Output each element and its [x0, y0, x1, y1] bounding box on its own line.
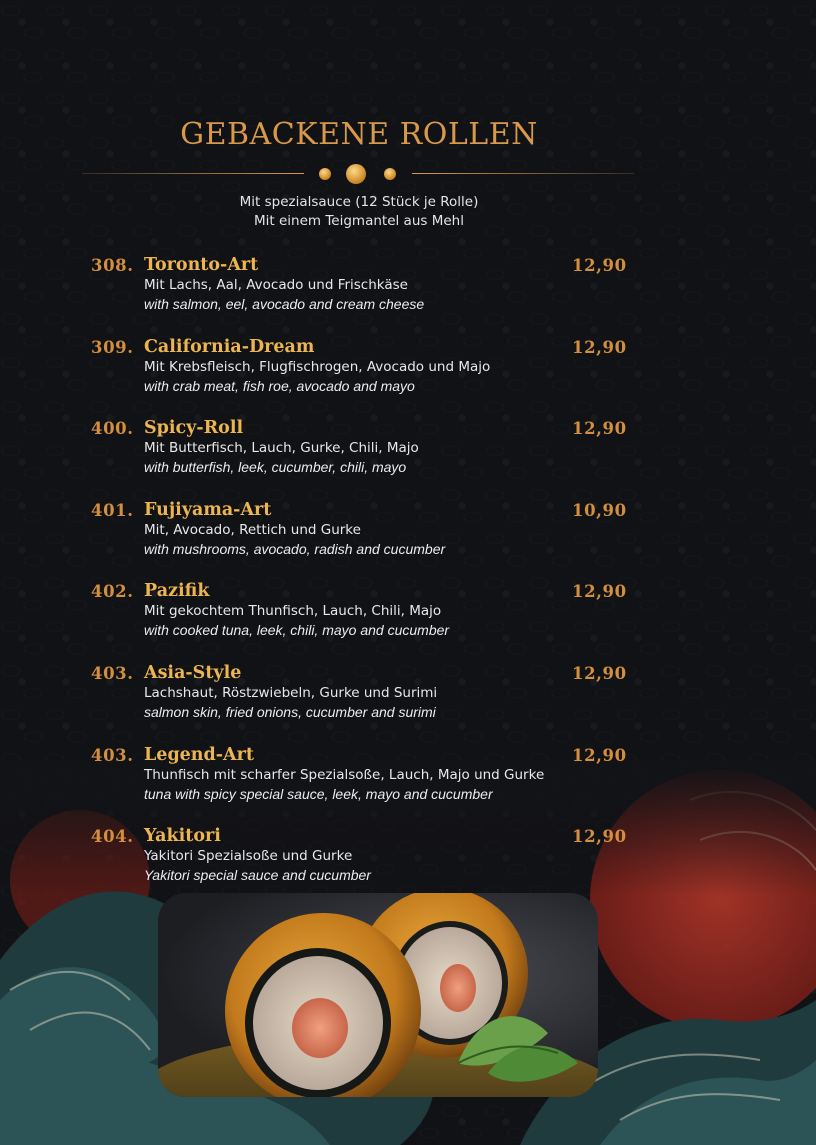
item-name: Legend-Art: [144, 745, 254, 765]
divider-dot-icon: [384, 168, 396, 180]
item-description-de: Thunfisch mit scharfer Spezialsoße, Lauch, Majo und Gurke: [144, 767, 545, 783]
item-description-de: Mit Krebsfleisch, Flugfischrogen, Avocado und Majo: [144, 359, 491, 375]
item-number: 308.: [91, 256, 134, 275]
item-price: 12,90: [572, 419, 627, 438]
item-description-de: Mit gekochtem Thunfisch, Lauch, Chili, Majo: [144, 603, 442, 619]
item-number: 403.: [91, 664, 134, 683]
item-price: 12,90: [572, 338, 627, 357]
item-description-de: Mit Lachs, Aal, Avocado und Frischkäse: [144, 277, 408, 293]
menu-item: [0, 582, 816, 662]
item-description-en: with mushrooms, avocado, radish and cucumber: [144, 541, 446, 557]
item-number: 400.: [91, 419, 134, 438]
divider-line-right: [412, 173, 634, 174]
item-price: 12,90: [572, 746, 627, 765]
menu-item: [0, 419, 816, 499]
item-price: 12,90: [572, 256, 627, 275]
item-description-de: Mit Butterfisch, Lauch, Gurke, Chili, Majo: [144, 440, 419, 456]
item-name: Asia-Style: [144, 663, 242, 683]
item-name: Toronto-Art: [144, 255, 259, 275]
divider-dot-icon: [319, 168, 331, 180]
section-subtitle: Mit einem Teigmantel aus Mehl: [254, 213, 464, 229]
item-name: Spicy-Roll: [144, 418, 244, 438]
item-price: 12,90: [572, 664, 627, 683]
section-subtitle: Mit spezialsauce (12 Stück je Rolle): [239, 194, 479, 210]
item-description-en: with cooked tuna, leek, chili, mayo and cucumber: [144, 622, 450, 638]
item-price: 12,90: [572, 827, 627, 846]
item-price: 10,90: [572, 501, 627, 520]
sushi-roll-photo: [158, 893, 598, 1097]
menu-item: [0, 256, 816, 336]
menu-section-title: GEBACKENE ROLLEN: [180, 117, 538, 152]
item-description-en: with butterfish, leek, cucumber, chili, mayo: [144, 459, 407, 475]
menu-item: [0, 501, 816, 581]
divider-line-left: [82, 173, 304, 174]
divider-dot-icon: [346, 164, 366, 184]
item-number: 403.: [91, 746, 134, 765]
item-description-de: Lachshaut, Röstzwiebeln, Gurke und Surimi: [144, 685, 438, 701]
item-price: 12,90: [572, 582, 627, 601]
item-number: 309.: [91, 338, 134, 357]
item-description-de: Mit, Avocado, Rettich und Gurke: [144, 522, 361, 538]
item-number: 404.: [91, 827, 134, 846]
item-name: Fujiyama-Art: [144, 500, 272, 520]
menu-item: [0, 664, 816, 744]
item-name: Pazifik: [144, 581, 210, 601]
menu-item: [0, 746, 816, 826]
item-description-en: Yakitori special sauce and cucumber: [144, 867, 371, 883]
item-description-en: with crab meat, fish roe, avocado and mayo: [144, 378, 415, 394]
item-description-en: tuna with spicy special sauce, leek, mayo and cucumber: [144, 786, 493, 802]
item-description-en: with salmon, eel, avocado and cream cheese: [144, 296, 425, 312]
item-description-de: Yakitori Spezialsoße und Gurke: [144, 848, 353, 864]
item-description-en: salmon skin, fried onions, cucumber and surimi: [144, 704, 436, 720]
item-name: California-Dream: [144, 337, 315, 357]
item-number: 402.: [91, 582, 134, 601]
menu-item: [0, 338, 816, 418]
item-name: Yakitori: [144, 826, 221, 846]
item-number: 401.: [91, 501, 134, 520]
